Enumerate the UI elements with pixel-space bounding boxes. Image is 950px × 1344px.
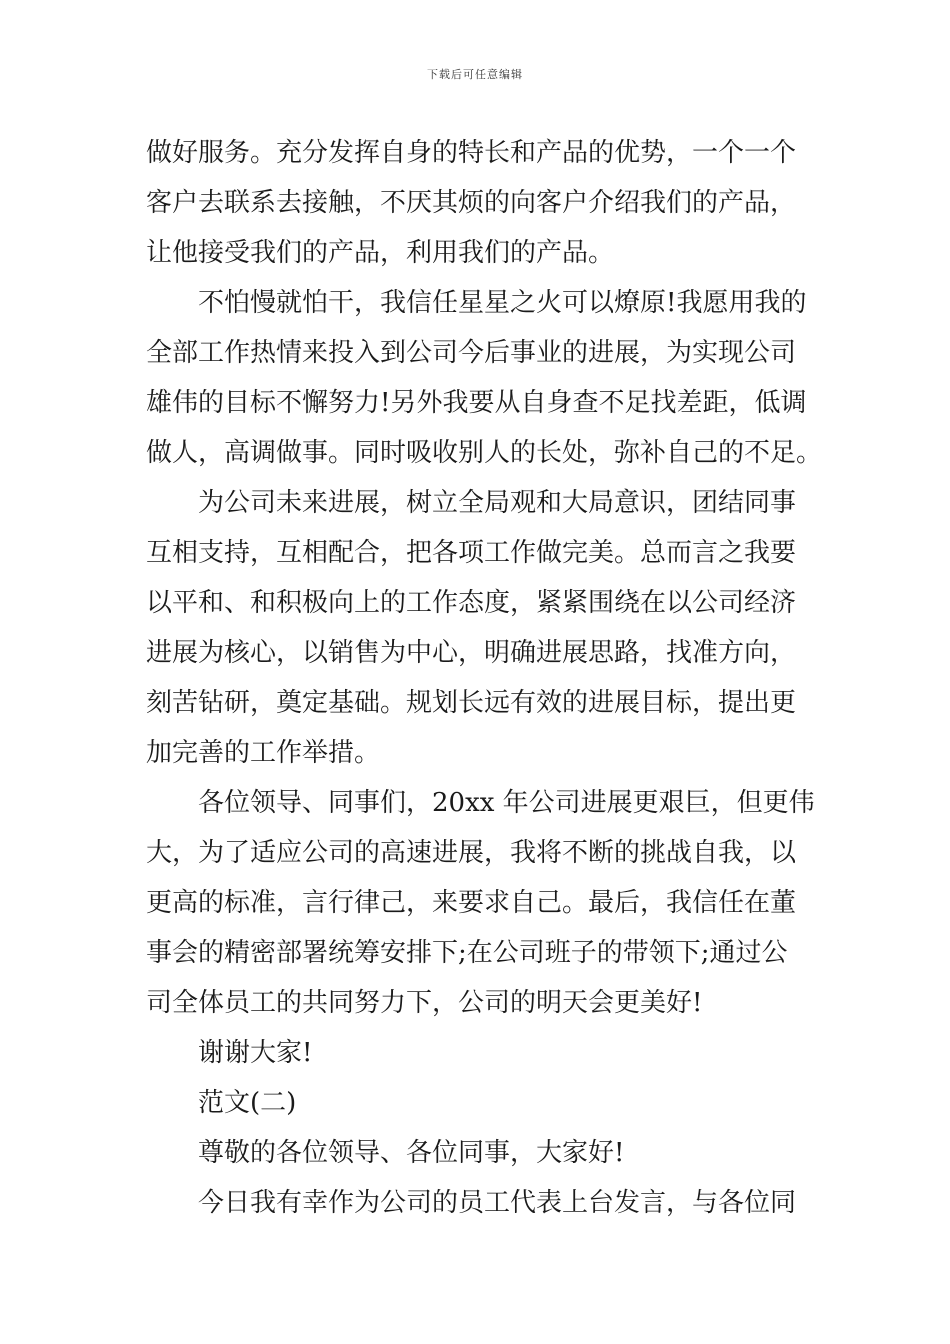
text-line: 刻苦钻研，奠定基础。规划长远有效的进展目标，提出更 xyxy=(146,688,797,718)
text-line: 范文(二) xyxy=(198,1088,297,1118)
text-line: 让他接受我们的产品，利用我们的产品。 xyxy=(146,238,615,268)
text-line: 谢谢大家! xyxy=(198,1038,313,1068)
text-line: 不怕慢就怕干，我信任星星之火可以燎原!我愿用我的 xyxy=(198,288,807,318)
text-line: 更高的标准，言行律己，来要求自己。最后，我信任在董 xyxy=(146,888,797,918)
text-line: 以平和、和积极向上的工作态度，紧紧围绕在以公司经济 xyxy=(146,588,797,618)
document-body xyxy=(146,128,823,1228)
text-line: 各位领导、同事们，20xx 年公司进展更艰巨，但更伟 xyxy=(198,788,815,818)
closing-thanks xyxy=(146,1028,806,1078)
paragraph xyxy=(146,128,806,278)
paragraph xyxy=(146,778,815,1028)
text-line: 互相支持，互相配合，把各项工作做完美。总而言之我要 xyxy=(146,538,797,568)
paragraph xyxy=(146,1178,806,1228)
text-line: 尊敬的各位领导、各位同事，大家好! xyxy=(198,1138,625,1168)
text-line: 做人，高调做事。同时吸收别人的长处，弥补自己的不足。 xyxy=(146,438,823,468)
paragraph xyxy=(146,278,823,478)
page-header-note: 下载后可任意编辑 xyxy=(427,68,523,81)
text-line: 全部工作热情来投入到公司今后事业的进展，为实现公司 xyxy=(146,338,797,368)
text-line: 加完善的工作举措。 xyxy=(146,738,381,768)
text-line: 司全体员工的共同努力下，公司的明天会更美好! xyxy=(146,988,703,1018)
text-line: 做好服务。充分发挥自身的特长和产品的优势，一个一个 xyxy=(146,138,797,168)
text-line: 为公司未来进展，树立全局观和大局意识，团结同事 xyxy=(198,488,797,518)
paragraph xyxy=(146,478,806,778)
salutation xyxy=(146,1128,806,1178)
section-heading xyxy=(146,1078,806,1128)
text-line: 事会的精密部署统筹安排下;在公司班子的带领下;通过公 xyxy=(146,938,788,968)
text-line: 雄伟的目标不懈努力!另外我要从自身查不足找差距，低调 xyxy=(146,388,807,418)
text-line: 客户去联系去接触，不厌其烦的向客户介绍我们的产品， xyxy=(146,188,797,218)
text-line: 大，为了适应公司的高速进展，我将不断的挑战自我，以 xyxy=(146,838,797,868)
text-line: 进展为核心，以销售为中心，明确进展思路，找准方向， xyxy=(146,638,797,668)
text-line: 今日我有幸作为公司的员工代表上台发言，与各位同 xyxy=(198,1188,797,1218)
